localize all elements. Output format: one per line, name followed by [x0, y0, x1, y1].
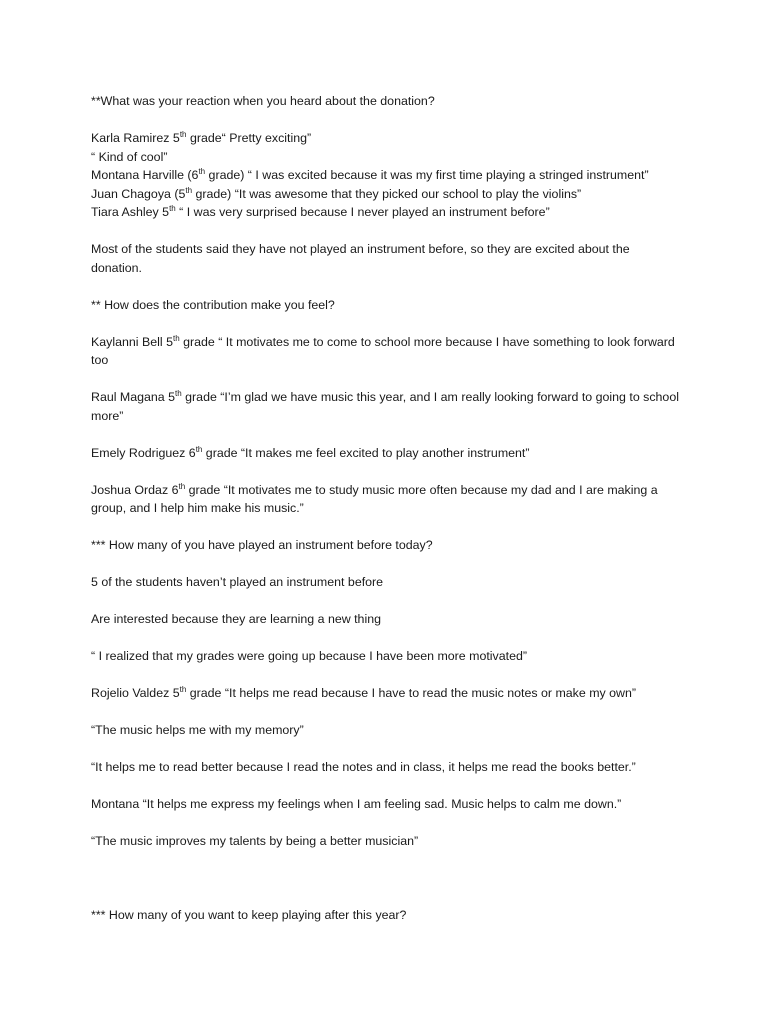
response-text: grade “I’m glad we have music this year, and I am really looking forward to going to school more” — [91, 390, 683, 423]
question-contribution: ** How does the contribution make you feel? — [91, 297, 335, 312]
summary-paragraph: Most of the students said they have not played an instrument before, so they are excited about the donation. — [91, 242, 634, 275]
response-raul — [91, 388, 681, 425]
response-text: Emely Rodriguez 6 — [91, 445, 196, 460]
ordinal-suffix: th — [198, 166, 206, 176]
response-montana-feelings: Montana “It helps me express my feelings when I am feeling sad. Music helps to calm me down.” — [91, 797, 622, 811]
response-text: Juan Chagoya (5 — [91, 186, 186, 201]
response-montana — [91, 166, 681, 185]
ordinal-suffix: th — [179, 129, 187, 139]
response-text: Raul Magana 5 — [91, 390, 176, 404]
ordinal-suffix: th — [169, 203, 176, 213]
response-rojelio — [91, 684, 681, 703]
document-page — [91, 92, 681, 943]
response-text: grade“ Pretty exciting” — [186, 131, 312, 145]
response-grades: “ I realized that my grades were going up because I have been more motivated” — [91, 649, 527, 663]
ordinal-suffix: th — [178, 481, 186, 491]
response-text: grade) “It was awesome that they picked our school to play the violins” — [192, 186, 582, 201]
blank-space — [91, 869, 681, 906]
response-text: Tiara Ashley 5 — [91, 205, 170, 219]
response-text: “ I was very surprised because I never played an instrument before” — [175, 205, 550, 219]
question-reaction: **What was your reaction when you heard about the donation? — [91, 94, 435, 108]
response-text: grade “It makes me feel excited to play another instrument” — [202, 445, 530, 460]
response-text: grade “It helps me read because I have to read the music notes or make my own” — [186, 686, 637, 700]
response-kind-of-cool: “ Kind of cool” — [91, 149, 168, 164]
response-kaylanni — [91, 333, 681, 370]
response-read-better: “It helps me to read better because I read the notes and in class, it helps me read the books better.” — [91, 760, 636, 774]
response-joshua — [91, 481, 681, 518]
response-juan — [91, 185, 681, 204]
response-text: grade “It motivates me to study music more often because my dad and I are making a group, and I help him make his music.” — [91, 482, 662, 515]
response-memory: “The music helps me with my memory” — [91, 723, 304, 737]
response-karla — [91, 129, 681, 148]
response-text: Kaylanni Bell 5 — [91, 334, 173, 349]
ordinal-suffix: th — [172, 333, 180, 343]
response-text: Joshua Ordaz 6 — [91, 482, 179, 497]
ordinal-suffix: th — [185, 185, 193, 195]
question-played-before: *** How many of you have played an instrument before today? — [91, 538, 433, 552]
response-text: Montana Harville (6 — [91, 168, 199, 182]
ordinal-suffix: th — [175, 388, 182, 398]
ordinal-suffix: th — [179, 684, 187, 694]
ordinal-suffix: th — [195, 444, 203, 454]
response-text: grade) “ I was excited because it was my first time playing a stringed instrument” — [205, 168, 649, 182]
response-text: Rojelio Valdez 5 — [91, 686, 180, 700]
response-emely — [91, 444, 681, 463]
question-keep-playing: *** How many of you want to keep playing after this year? — [91, 908, 407, 922]
response-text: Karla Ramirez 5 — [91, 131, 180, 145]
response-interested: Are interested because they are learning a new thing — [91, 612, 381, 626]
response-text: grade “ It motivates me to come to school more because I have something to look forward too — [91, 334, 679, 367]
response-five-students: 5 of the students haven’t played an instrument before — [91, 575, 384, 589]
response-talents: “The music improves my talents by being a better musician” — [91, 834, 419, 848]
response-tiara — [91, 203, 681, 222]
